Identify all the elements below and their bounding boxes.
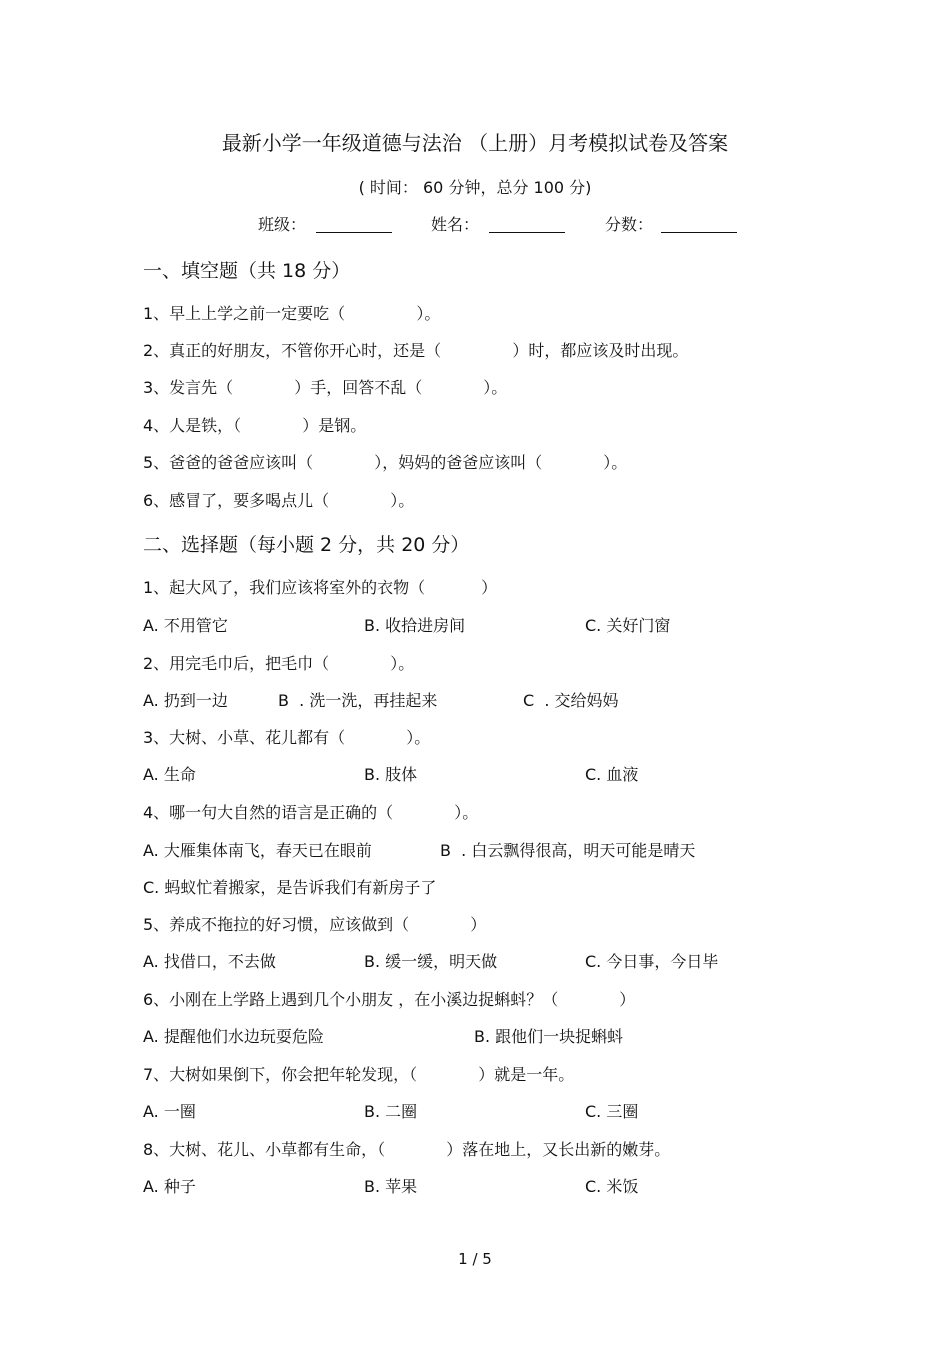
choice-option-b: B. 二圈 xyxy=(364,1102,418,1121)
choice-option-c: C . 交给妈妈 xyxy=(523,691,619,710)
choice-option-b: B. 苹果 xyxy=(364,1177,418,1196)
section-heading-choice: 二、选择题（每小题 2 分，共 20 分） xyxy=(143,534,470,556)
choice-question-stem: 7、大树如果倒下，你会把年轮发现，（ ）就是一年。 xyxy=(143,1065,575,1084)
choice-question-stem: 6、小刚在上学路上遇到几个小朋友 ，在小溪边捉蝌蚪？（ ） xyxy=(143,990,636,1009)
choice-option-a: A. 种子 xyxy=(143,1177,196,1196)
choice-question-stem: 4、哪一句大自然的语言是正确的（ ）。 xyxy=(143,803,479,822)
choice-question-stem: 2、用完毛巾后，把毛巾（ ）。 xyxy=(143,654,415,673)
choice-option-c: C. 血液 xyxy=(585,765,639,784)
fill-question: 4、人是铁，（ ）是钢。 xyxy=(143,416,367,435)
fill-question: 3、发言先（ ）手，回答不乱（ ）。 xyxy=(143,378,508,397)
choice-option-a: A. 不用管它 xyxy=(143,616,228,635)
choice-option-a: A. 大雁集体南飞，春天已在眼前 xyxy=(143,841,372,860)
choice-option-b: B. 肢体 xyxy=(364,765,418,784)
choice-option-b: B . 洗一洗，再挂起来 xyxy=(278,691,438,710)
choice-question-stem: 5、养成不拖拉的好习惯，应该做到（ ） xyxy=(143,915,487,934)
choice-question-stem: 3、大树、小草、花儿都有（ ）。 xyxy=(143,728,431,747)
score-label: 分数： xyxy=(605,215,654,234)
name-label: 姓名： xyxy=(431,215,480,234)
choice-option-c: C. 三圈 xyxy=(585,1102,639,1121)
choice-question-stem: 8、大树、花儿、小草都有生命，（ ）落在地上，又长出新的嫩芽。 xyxy=(143,1140,671,1159)
score-blank xyxy=(661,232,737,233)
choice-option-b: B. 跟他们一块捉蝌蚪 xyxy=(474,1027,624,1046)
class-blank xyxy=(316,232,392,233)
choice-option-c: C. 米饭 xyxy=(585,1177,639,1196)
section-heading-fill-blank: 一、填空题（共 18 分） xyxy=(143,260,351,282)
choice-option-b: B. 收拾进房间 xyxy=(364,616,466,635)
page-number: 1 / 5 xyxy=(458,1250,492,1268)
choice-option-a: A. 一圈 xyxy=(143,1102,196,1121)
choice-option-b: B . 白云飘得很高，明天可能是晴天 xyxy=(440,841,696,860)
fill-question: 5、爸爸的爸爸应该叫（ ），妈妈的爸爸应该叫（ ）。 xyxy=(143,453,628,472)
choice-option-c: C. 今日事，今日毕 xyxy=(585,952,719,971)
class-label: 班级： xyxy=(258,215,307,234)
choice-option-c: C. 蚂蚁忙着搬家，是告诉我们有新房子了 xyxy=(143,878,437,897)
choice-question-stem: 1、起大风了，我们应该将室外的衣物（ ） xyxy=(143,578,498,597)
choice-option-b: B. 缓一缓，明天做 xyxy=(364,952,498,971)
fill-question: 6、感冒了，要多喝点儿（ ）。 xyxy=(143,491,415,510)
choice-option-a: A. 生命 xyxy=(143,765,196,784)
choice-option-c: C. 关好门窗 xyxy=(585,616,671,635)
name-blank xyxy=(489,232,565,233)
choice-option-a: A. 提醒他们水边玩耍危险 xyxy=(143,1027,324,1046)
document-title: 最新小学一年级道德与法治 （上册）月考模拟试卷及答案 xyxy=(221,131,729,155)
choice-option-a: A. 扔到一边 xyxy=(143,691,228,710)
choice-option-a: A. 找借口，不去做 xyxy=(143,952,276,971)
fill-question: 1、早上上学之前一定要吃（ ）。 xyxy=(143,304,441,323)
exam-time-info: ( 时间： 60 分钟，总分 100 分) xyxy=(358,178,592,197)
fill-question: 2、真正的好朋友，不管你开心时，还是（ ）时，都应该及时出现。 xyxy=(143,341,689,360)
